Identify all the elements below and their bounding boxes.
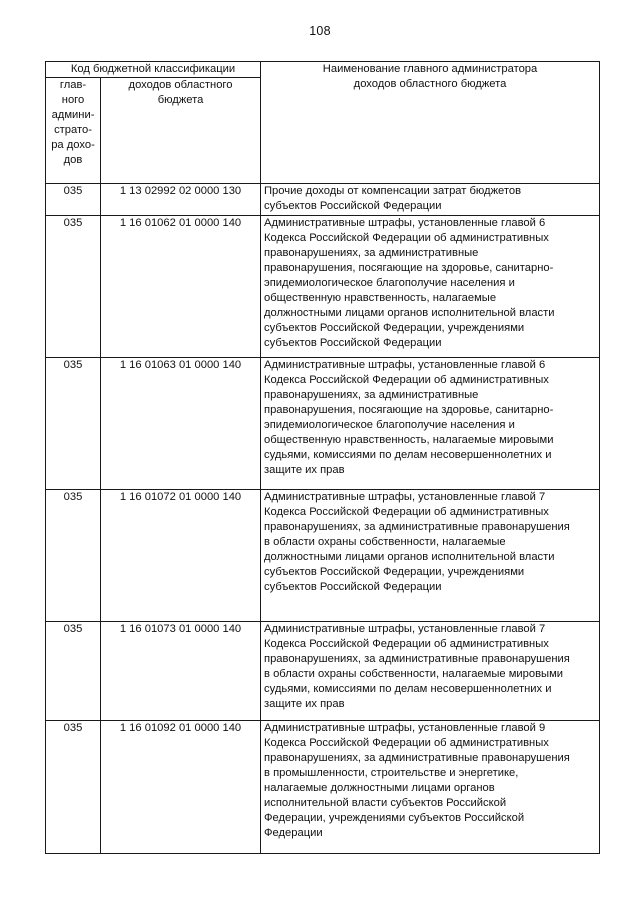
header-regional-budget-income: доходов областного бюджета (101, 78, 261, 184)
table-row (46, 358, 600, 490)
table-row (46, 721, 600, 854)
admin-code-cell: 035 (46, 622, 101, 721)
header-main-administrator: глав- ного админи- страто- ра дохо- дов (46, 78, 101, 184)
budget-code-cell: 1 16 01063 01 0000 140 (101, 358, 261, 490)
admin-code-cell: 035 (46, 358, 101, 490)
table-header-row-group (46, 62, 600, 78)
table-row (46, 622, 600, 721)
table-row (46, 490, 600, 622)
income-name-cell: Административные штрафы, установленные главой 7 Кодекса Российской Федерации об административных правонарушениях, за административные правонарушения в области охраны собственности, налагаемые мировыми судьями, комиссиями по делам несовершеннолетних и защите их прав (261, 622, 600, 721)
header-budget-classification-code: Код бюджетной классификации (46, 62, 261, 78)
budget-code-cell: 1 16 01062 01 0000 140 (101, 216, 261, 358)
budget-code-cell: 1 16 01072 01 0000 140 (101, 490, 261, 622)
admin-code-cell: 035 (46, 490, 101, 622)
table-row (46, 184, 600, 216)
income-name-cell: Административные штрафы, установленные главой 6 Кодекса Российской Федерации об административных правонарушениях, за административные правонарушения, посягающие на здоровье, санитарно- эпидемиологическое благополучие населения и общественную нравственность, налагаемые должностными лицами органов исполнительной власти субъектов Российской Федерации, учреждениями субъектов Российской Федерации (261, 216, 600, 358)
budget-code-cell: 1 13 02992 02 0000 130 (101, 184, 261, 216)
income-name-cell: Прочие доходы от компенсации затрат бюджетов субъектов Российской Федерации (261, 184, 600, 216)
income-name-cell: Административные штрафы, установленные главой 9 Кодекса Российской Федерации об административных правонарушениях, за административные правонарушения в промышленности, строительстве и энергетике, налагаемые должностными лицами органов исполнительной власти субъектов Российской Федерации, учреждениями субъектов Российской Федерации (261, 721, 600, 854)
admin-code-cell: 035 (46, 216, 101, 358)
table-row (46, 216, 600, 358)
income-name-cell: Административные штрафы, установленные главой 7 Кодекса Российской Федерации об административных правонарушениях, за административные правонарушения в области охраны собственности, налагаемые должностными лицами органов исполнительной власти субъектов Российской Федерации, учреждениями субъектов Российской Федерации (261, 490, 600, 622)
budget-code-cell: 1 16 01073 01 0000 140 (101, 622, 261, 721)
page-number: 108 (309, 24, 331, 38)
admin-code-cell: 035 (46, 184, 101, 216)
budget-classification-table (45, 61, 600, 854)
budget-code-cell: 1 16 01092 01 0000 140 (101, 721, 261, 854)
header-administrator-name: Наименование главного администратора доходов областного бюджета (261, 62, 600, 184)
admin-code-cell: 035 (46, 721, 101, 854)
income-name-cell: Административные штрафы, установленные главой 6 Кодекса Российской Федерации об административных правонарушениях, за административные правонарушения, посягающие на здоровье, санитарно- эпидемиологическое благополучие населения и общественную нравственность, налагаемые мировыми судьями, комиссиями по делам несовершеннолетних и защите их прав (261, 358, 600, 490)
